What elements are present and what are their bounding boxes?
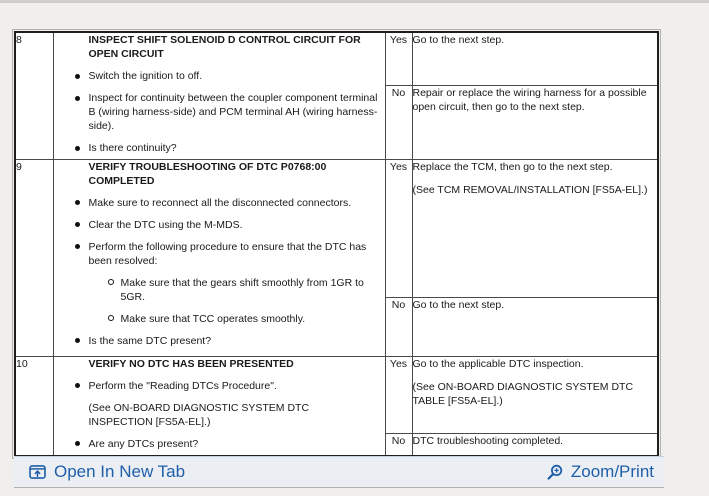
- table-row: [15, 32, 658, 85]
- step-number: 8: [15, 32, 53, 159]
- viewer-toolbar: [14, 456, 664, 488]
- open-in-new-tab-icon: [29, 464, 46, 480]
- zoom-print-label: Zoom/Print: [570, 462, 654, 481]
- procedure-cell: [53, 32, 385, 159]
- procedure-items: [54, 196, 385, 348]
- yes-cell: Yes: [385, 159, 412, 297]
- bullet-item: Make sure to reconnect all the disconnected connectors.: [89, 196, 385, 210]
- action-cell: [412, 433, 658, 456]
- bullet-item: Clear the DTC using the M-MDS.: [89, 218, 385, 232]
- no-cell: No: [385, 85, 412, 159]
- action-cell: [412, 356, 658, 433]
- result-line: Go to the applicable DTC inspection.: [412, 357, 584, 370]
- table-row: [15, 356, 658, 433]
- troubleshooting-table: [14, 31, 659, 457]
- open-in-new-tab-link[interactable]: [29, 462, 185, 482]
- procedure-cell: [53, 159, 385, 356]
- action-cell: [412, 159, 658, 297]
- step-number: 10: [15, 356, 53, 456]
- procedure-title: VERIFY TROUBLESHOOTING OF DTC P0768:00 COMPLETED: [88, 160, 327, 187]
- yes-cell: Yes: [385, 356, 412, 433]
- action-lines: [413, 86, 658, 114]
- note-item: (See ON-BOARD DIAGNOSTIC SYSTEM DTC INSPECTION [FS5A-EL].): [88, 401, 310, 428]
- sub-bullet-item: Make sure that TCC operates smoothly.: [121, 312, 385, 326]
- procedure-cell: [53, 356, 385, 456]
- step-number: 9: [15, 159, 53, 356]
- zoom-icon: [546, 464, 563, 481]
- bullet-item: Switch the ignition to off.: [89, 69, 385, 83]
- result-line: Go to the next step.: [412, 34, 505, 46]
- procedure-items: [54, 69, 385, 155]
- document-viewer: [14, 31, 664, 457]
- action-cell: [412, 85, 658, 159]
- no-cell: No: [385, 433, 412, 456]
- result-line: Go to the next step.: [412, 298, 505, 311]
- action-lines: [413, 434, 658, 448]
- result-line: Repair or replace the wiring harness for a possible open circuit, then go to the next step.: [412, 86, 647, 113]
- bullet-item: Is the same DTC present?: [89, 334, 385, 348]
- open-in-new-tab-label: Open In New Tab: [54, 462, 186, 481]
- zoom-print-link[interactable]: [546, 462, 654, 482]
- procedure-title: VERIFY NO DTC HAS BEEN PRESENTED: [88, 357, 294, 370]
- bullet-item: Perform the following procedure to ensure that the DTC has been resolved:: [89, 240, 385, 268]
- action-lines: [413, 33, 658, 47]
- bullet-item: Are any DTCs present?: [89, 437, 385, 451]
- bullet-item: Is there continuity?: [89, 141, 385, 155]
- no-cell: No: [385, 297, 412, 356]
- table-row: [15, 159, 658, 297]
- action-cell: [412, 297, 658, 356]
- result-line: Replace the TCM, then go to the next step.: [412, 160, 613, 173]
- result-line: DTC troubleshooting completed.: [412, 434, 564, 447]
- action-lines: [413, 357, 658, 408]
- sub-bullet-item: Make sure that the gears shift smoothly from 1GR to 5GR.: [121, 276, 385, 304]
- result-line: (See ON-BOARD DIAGNOSTIC SYSTEM DTC TABLE [FS5A-EL].): [412, 380, 634, 407]
- action-lines: [413, 160, 658, 197]
- action-lines: [413, 298, 658, 312]
- page-top-rule: [0, 0, 709, 3]
- yes-cell: Yes: [385, 32, 412, 85]
- bullet-item: Perform the "Reading DTCs Procedure".: [89, 379, 385, 393]
- bullet-item: Inspect for continuity between the coupler component terminal B (wiring harness-side) and PCM terminal AH (wiring harness-side).: [89, 91, 385, 133]
- result-line: (See TCM REMOVAL/INSTALLATION [FS5A-EL].): [412, 183, 648, 196]
- action-cell: [412, 32, 658, 85]
- procedure-items: [54, 379, 385, 451]
- procedure-title: INSPECT SHIFT SOLENOID D CONTROL CIRCUIT FOR OPEN CIRCUIT: [88, 34, 361, 60]
